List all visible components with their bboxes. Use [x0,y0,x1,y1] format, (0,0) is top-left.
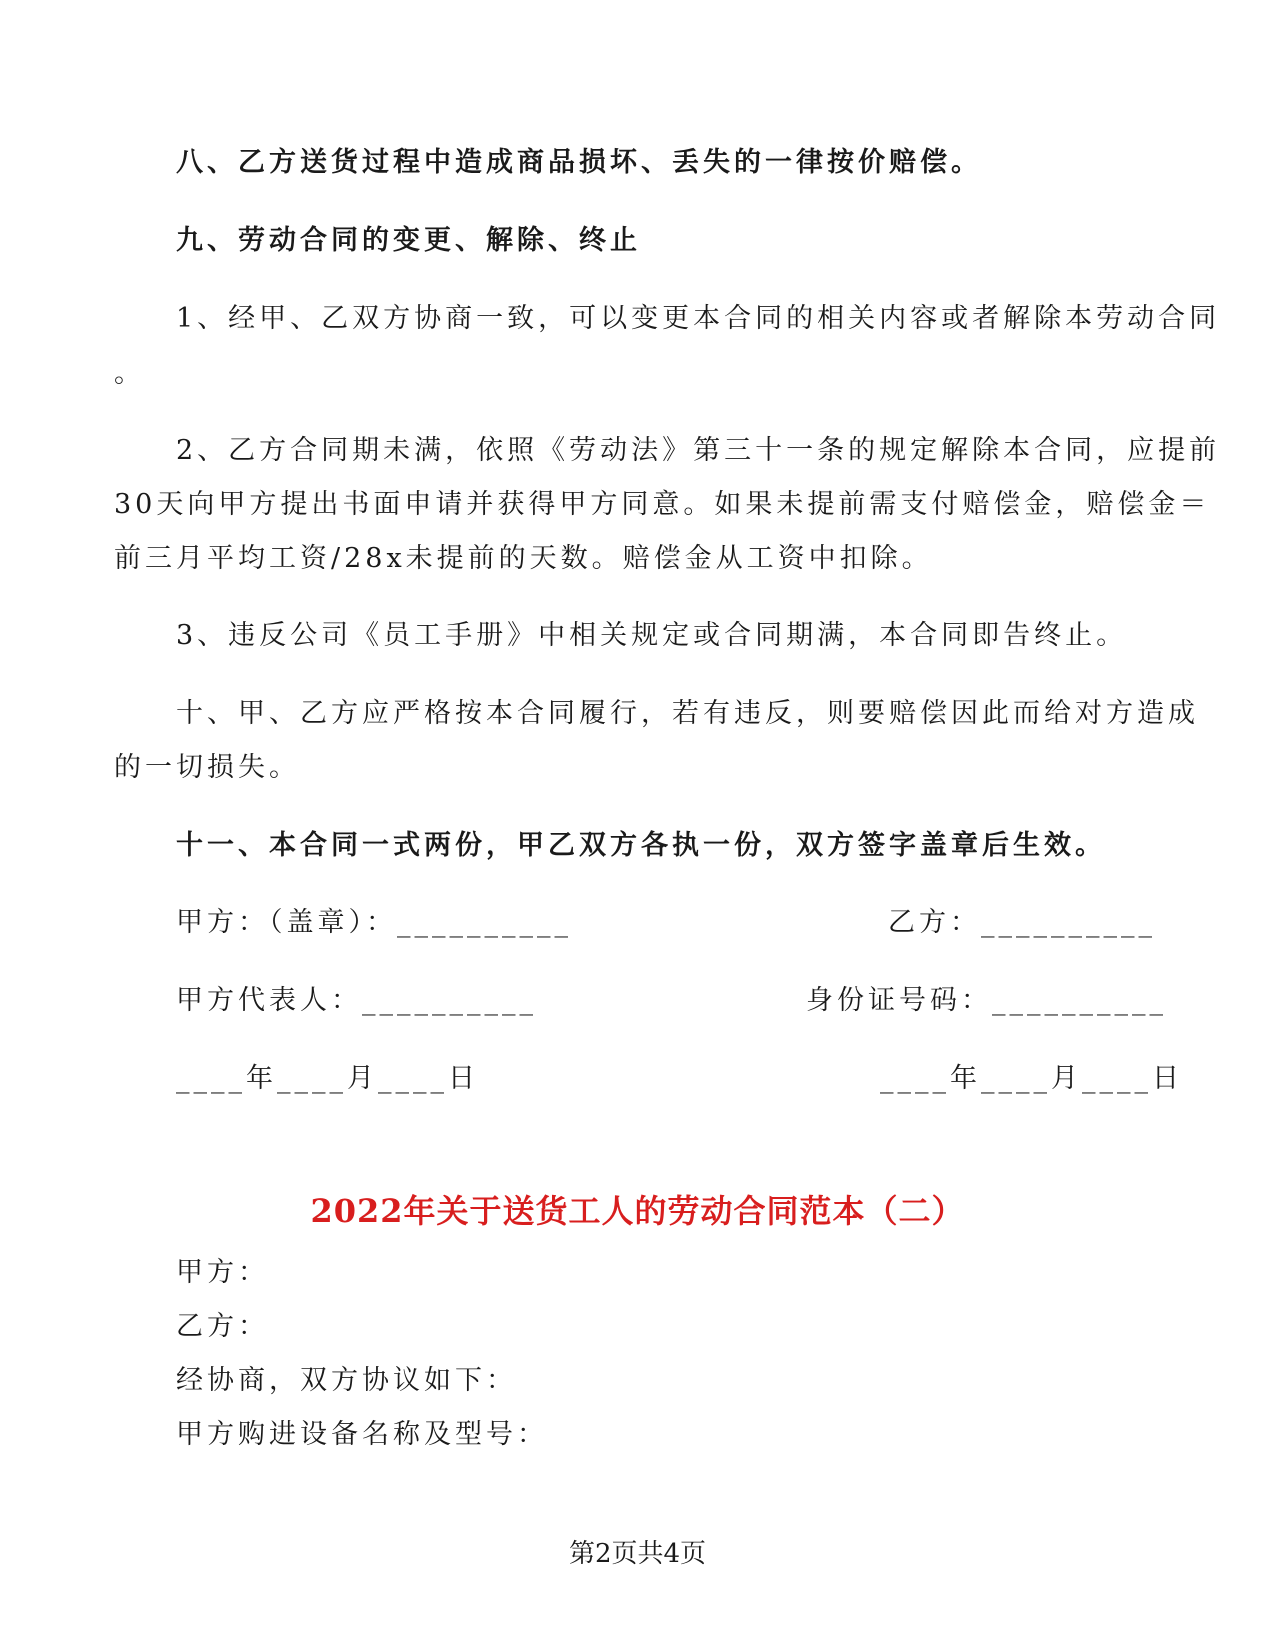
page-number: 第2页共4页 [568,1539,707,1569]
clause-9-2-line1: 2、乙方合同期未满，依照《劳动法》第三十一条的规定解除本合同，应提前 [176,435,1221,466]
clause-9-1-line1: 1、经甲、乙双方协商一致，可以变更本合同的相关内容或者解除本劳动合同 [176,303,1221,334]
second-party-a: 甲方： [176,1257,269,1288]
date-line-left: ____年____月____日 [176,1063,479,1094]
clause-8: 八、乙方送货过程中造成商品损坏、丢失的一律按价赔偿。 [176,147,982,178]
agreement-intro: 经协商，双方协议如下： [176,1365,517,1396]
clause-9-1-line2: 。 [114,358,145,389]
clause-9-2-line2: 30天向甲方提出书面申请并获得甲方同意。如果未提前需支付赔偿金，赔偿金＝ [114,489,1211,520]
party-b-line: 乙方：__________ [888,907,1156,938]
id-number-line: 身份证号码：__________ [806,985,1167,1016]
clause-9-2-line3: 前三月平均工资/28x未提前的天数。赔偿金从工资中扣除。 [114,543,933,574]
clause-11: 十一、本合同一式两份，甲乙双方各执一份，双方签字盖章后生效。 [176,830,1106,861]
date-line-right: ____年____月____日 [880,1063,1183,1094]
clause-9-heading: 九、劳动合同的变更、解除、终止 [176,225,641,256]
clause-10-line2: 的一切损失。 [114,752,300,783]
party-a-representative-line: 甲方代表人：__________ [176,985,537,1016]
clause-9-3: 3、违反公司《员工手册》中相关规定或合同期满，本合同即告终止。 [176,620,1128,651]
clause-10-line1: 十、甲、乙方应严格按本合同履行，若有违反，则要赔偿因此而给对方造成 [176,698,1199,729]
equipment-line: 甲方购进设备名称及型号： [176,1419,548,1450]
second-party-b: 乙方： [176,1311,269,1342]
party-a-seal-line: 甲方：（盖章）：__________ [176,907,572,938]
section-title: 2022年关于送货工人的劳动合同范本（二） [310,1192,965,1230]
